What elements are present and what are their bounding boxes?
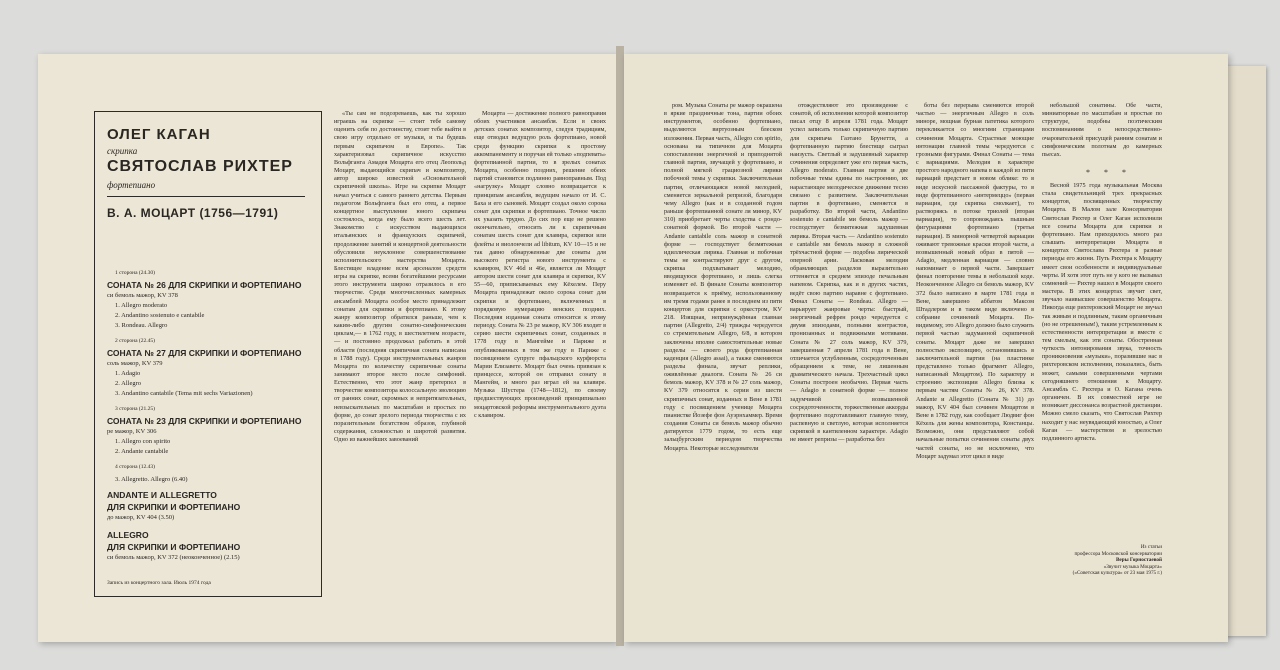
article-column-2	[474, 110, 606, 630]
work-title: СОНАТА № 27 ДЛЯ СКРИПКИ И ФОРТЕПИАНО	[107, 348, 302, 358]
work-key: до мажор, KV 404 (3.50)	[107, 514, 175, 521]
composer-heading: В. А. МОЦАРТ (1756—1791)	[107, 206, 279, 220]
work-subtitle: ДЛЯ СКРИПКИ И ФОРТЕПИАНО	[107, 502, 241, 512]
movement: 1. Allegro con spirito	[115, 438, 171, 445]
movement: 3. Rondeau. Allegro	[115, 322, 168, 329]
movement: 3. Allegretto. Allegro (6.40)	[115, 476, 188, 483]
violin-role: скрипка	[107, 146, 138, 156]
credits-box	[94, 111, 322, 597]
article-text: небольшой сонатины. Обе части, миниатюрные по масштабам и простые по структуре, подобны поэтическим воспоминаниям о непосредственно-очаровательной присущей ранним сонатам и симфоническим полотнам до камерных пьесах.	[1042, 102, 1162, 158]
source-line: Из статьи	[1140, 544, 1162, 550]
work-subtitle: ДЛЯ СКРИПКИ И ФОРТЕПИАНО	[107, 542, 241, 552]
article-source	[1042, 544, 1162, 577]
work-key: ре мажор, KV 306	[107, 428, 157, 435]
movement: 2. Andante cantabile	[115, 448, 169, 455]
article-text: отождествляют это произведение с сонатой, об исполнении которой композитор писал отцу 8 апреля 1781 года. Моцарт успел записать только скрипичную партию для скрипача Гаэтано Брунетти, а фортепианную партию блестяще сыграл наизусть. Светлый и задушевный характер сочинения определяет уже его первая часть, Allegro moderato. Главная партия и две побочные темы едины по настроению, их нарастающее мелодическое движение тесно связано с развитием. Заключительная партия в фортепиано, сменяется в разработку. Во второй части, Andantino sostenuto e cantabile ми бемоль мажор — господствует безмятежная задушевная лирика. Вторая часть — Andantino sostenuto e cantabile ми бемоль мажор в сложной трёхчастной форме — подобна лирической оперной арии. Ласковая мелодия обрамляющих разделов выразительно оттеняется в среднем эпизоде печальным напевом. Скрипка, как и в других частях, ведёт свою партию наравне с фортепиано. Финал Сонаты — Rondeau. Allegro — варьирует жанровые черты: быстрый, энергичный рефрен рондо чередуется с двумя эпизодами, полными контрастов, пронизанных и подвижными мотивами. Соната № 27 соль мажор, KV 379, завершенная 7 апреля 1781 года в Вене, отличается углубленным, сосредоточенным обращением к теме, не лишенным драматического начала. Трехчастный цикл Сонаты построен необычно. Первая часть — Adagio в сонатной форме — полное задумчивой возвышенной сосредоточенности, торжественные аккорды фортепиано подготавливают главную тему, распевную и светлую, которая исполняется скрипкой в кантиленном характере. Adagio не имеет репризы — разработка без	[790, 102, 908, 444]
source-line: («Советская культура» от 23 мая 1975 г.)	[1072, 570, 1162, 576]
movement: 1. Adagio	[115, 370, 141, 377]
article-column-4	[790, 102, 908, 632]
section-separator: * * *	[1086, 168, 1132, 177]
article-column-6	[1042, 102, 1162, 164]
left-page	[38, 54, 616, 642]
work-title: ALLEGRO	[107, 530, 149, 540]
article-text: Моцарта — достижение полного равноправия обоих участников ансамбля. Если в своих детских сонатах композитор, следуя традициям, еще отводил ведущую роль фортепиано, новой среди функцию скрипки к простому аккомпанементу и поручая ей только «подпевать» фортепианной партии, то в зрелых сонатах Моцарта, особенно поздних, решение обеих партий становится подлинно равноправным. Под «нагрузку» Моцарт словно возвращается к принципам ансамбля, ведущим начало от И. С. Баха и его сыновей. Моцарт создал около сорока сонат для скрипки и фортепиано. Точное число их указать трудно. До сих пор еще не решено окончательно, относить ли к скрипичным сонатам шесть сонат для клавира, скрипки или флейты и виолончели ad libitum, KV 10—15 и не так давно обнаруженные две сонаты для высокого регистра нового инструмента с клавиром, KV 46d и 46e, является ли Моцарт автором шести сонат для клавира и скрипки, KV 55—60, приписываемых ему Кёхелем. Перу Моцарта принадлежат около сорока сонат для скрипки и фортепиано, включенных в порядковую нумерацию венских поздних. Последняя изданная соната относится к этому периоду. Соната № 23 ре мажор, KV 306 входит в серию шести скрипичных сонат, созданных в 1778 году в Мангейме и Париже и опубликованных в том же году в Париже с посвящением супруге пфальцского курфюрста Марии Елизавете. Моцарт был очень привязан к принцессе, которой он отправил сонату в Мангейм, и много раз играл ей на клавире. Музыка Шустера (1748—1812), по своему предшествующих произведений принципиально моцартовской реформы инструментального дуэта с клавиром.	[474, 110, 606, 419]
pianist-name: СВЯТОСЛАВ РИХТЕР	[107, 158, 293, 175]
right-page	[624, 54, 1228, 642]
divider-rule	[107, 196, 305, 197]
side-label: 1 сторона (24.30)	[115, 270, 155, 276]
source-line: профессора Московской консерватории	[1074, 550, 1162, 557]
recording-note: Запись из концертного зала. Июль 1974 года	[107, 580, 211, 586]
piano-role: фортепиано	[107, 180, 156, 190]
work-key: си бемоль мажор, KV 372 (неоконченное) (2.15)	[107, 554, 240, 561]
sleeve-spine	[616, 46, 624, 646]
article-column-1	[334, 110, 466, 630]
source-line: «Звучит музыка Моцарта»	[1103, 563, 1162, 570]
article-column-6b	[1042, 182, 1162, 528]
work-title: СОНАТА № 23 ДЛЯ СКРИПКИ И ФОРТЕПИАНО	[107, 416, 302, 426]
article-text: Весной 1975 года музыкальная Москва стала свидетельницей трех прекрасных концертов, посвященных творчеству Моцарта. В Малом зале Консерватории Святослав Рихтер и Олег Каган исполнили все сонаты Моцарта для скрипки и фортепиано. Нам приходилось много раз слышать интерпретации Моцарта в концертах Святослава Рихтера в разные периоды его жизни. Путь Рихтера к Моцарту имеет свои особенности и индивидуальные черты. И хотя этот путь не у кого не вызывал сомнений — Рихтер нашел в Моцарте своего мастера. В этих концертах звучит свет, звучало наивысшее совершенство Моцарта. Никогда еще рихтеровский Моцарт не звучал так живым и подлинным, таким органичным (но не отрешенным!), таким устремленным к естественности интерпретации и вместе с тем смелым, как эти сонаты. Обостренная чуткость интонирования звука, точность проникновения «музыки», поразившие нас в рихтеровском исполнении, показались, быть может, самыми совершенными чертами сегодняшнего отношения к Моцарту. Ансамбль С. Рихтера и О. Кагана очень органичен. В их совместной игре не возникает диссонанса возрастной дистанции. Можно смело сказать, что Святослав Рихтер находит у нас неувядающий юностью, а Олег Каган — мастерством и зрелостью подлинного артиста.	[1042, 182, 1162, 442]
article-text: «Ты сам не подозреваешь, как ты хорошо играешь на скрипке — стоит тебе самому оценить себя по достоинству, стоит тебе выйти в свою игру отдельно от музыки, и ты будешь первым скрипачом в Европе». Так характеризовал скрипичное искусство Вольфганга Амадея Моцарта его отец Леопольд Моцарт, выдающийся скрипач и композитор, автор широко известной «Основательной скрипичной школы». Игре на скрипке Моцарт начал учиться с самого раннего детства. Первым педагогом Вольфганга был его отец, а первое концертное выступление юного скрипача состоялось, когда ему было всего шесть лет. Знакомство с искусством выдающихся итальянских и французских скрипачей, продолжение занятий и концертной деятельности обусловили неуклонное совершенствование исполнительского мастерства Моцарта. Блестящее владение всем арсеналом средств игры на скрипке, всеми богатейшими ресурсами этого инструмента широко отразилось в его творчестве. Среди многочисленных камерных ансамблей Моцарта особое место принадлежит сонатам для скрипки и фортепиано. К этому жанру композитор обратился раньше, чем к каким-либо другим сонатно-симфоническим циклам,— в 1762 году, в шестилетнем возрасте, — и постоянно продолжал работать в этой области (последняя скрипичная соната написана в 1788 году). Среди инструментальных жанров Моцарта по количеству скрипичные сонаты занимают второе место после симфоний. Естественно, что этот жанр претерпел в творчестве композитора колоссальную эволюцию от ранних сонат, скромных и непритязательных, невзыскательных по масштабам и простых по форме, до сонат зрелого периода творчества с их поразительным богатством образов, глубиной содержания, сложностью и широтой развития. Одно из важнейших завоеваний	[334, 110, 466, 444]
movement: 2. Allegro	[115, 380, 141, 387]
article-text: ром. Музыка Сонаты ре мажор окрашена в яркие праздничные тона, партии обоих инструментов, особенно фортепиано, выделяются виртуозным блеском изложения. Первая часть, Allegro con spirito, основана на типичном для Моцарта сопоставлении энергичной и приподнятой главной партии, звучащей у фортепиано, и полной мягкой грациозной лирики побочной темы у скрипки. Заключительная партия, отличающаяся новой мелодией, сменяется зеркальной репризой, благодаря чему Allegro (как и в созданной годом раньше фортепианной сонате ля минор, KV 310) приобретает черты сходства с рондо-сонатной формой. Во второй части — Andante cantabile соль мажор в сонатной форме — господствует безмятежная идиллическая лирика. Главная и побочная темы не контрастируют друг с другом, скрипка подхватывает мелодию, вводящуюся фортепиано, и лишь слегка изменяет её. В финале Сонаты композитор возвращается к приёму, использованному им тремя годами ранее в последнем из пяти концертов для скрипки с оркестром, KV 218. Изящная, непринуждённая главная партия (Allegretto, 2/4) трижды чередуется со стремительным Allegro, 6/8, в котором заключены вполне самостоятельные новые разделы — своего рода фортепианная каденция (Allegro assai), а также сменяются разделы финала, звучат реплики, оживлённые диалоги. Соната № 26 си бемоль мажор, KV 378 и № 27 соль мажор, KV 379 относятся к серии из шести скрипичных сонат, изданных в Вене в 1781 году с посвящением ученице Моцарта пианистке Йозефе фон Ауэрнхаммер. Время создания Сонаты си бемоль мажор обычно датируется 1779 годом, то есть еще зальцбургским периодом творчества Моцарта. Некоторые исследователи	[664, 102, 782, 452]
side-label: 4 сторона (12.43)	[115, 464, 155, 470]
article-column-5	[916, 102, 1034, 632]
violinist-name: ОЛЕГ КАГАН	[107, 126, 211, 143]
record-sleeve	[38, 46, 1266, 646]
movement: 3. Andantino cantabile (Tema mit sechs Variazionen)	[115, 390, 253, 397]
article-text: боты без перерыва сменяются второй частью — энергичным Allegro в соль миноре, мощная бурная патетика которого перекликается со многими страницами сочинения Моцарта. Страстные моющие интонации главной темы чередуются с грозными фигурами. Финал Сонаты — тема с вариациями. Мелодия в характере простого народного напева в каждой из пяти вариаций предстает в новом облике: то в виде искусной пассажной фактуры, то в виде фортепианного «интермеццо» (первая вариация, где скрипка смолкает), то растворяясь в потоке триолей (вторая вариация), то сопровождаясь пышным фигурациями фортепиано (третья вариация). В минорной четвертой вариации оживают тревожные краски второй части, а возвышенный новый образ в пятой — Adagio, медленная вариация — словно напоминает о первой части. Завершает финал повторение темы в небольшой коде. Неоконченное Allegro си бемоль мажор, KV 372 было написано в марте 1781 года в Вене, завершено аббатом Максом Штадлером и в таком виде включено в собрание сочинений Моцарта. По-видимому, это Allegro должно было служить первой частью задуманной скрипичной сонаты. Моцарт даже не завершил полностью экспозицию, остановившись в заключительной партии (на пластинке представлено только фрагмент Allegro, написанный Моцартом). По характеру и строению экспозиции Allegro близка к первым частям Сонаты № 26, KV 378. Andante и Allegretto (Соната № 31) до мажор, KV 404 был сочинен Моцартом в Вене в 1782 году, как сообщает Людвиг фон Кёхель для жены композитора, Констанцы. Возможно, они представляют собой начальные попытки сочинения сонаты двух частей сонаты, но не исключено, что Моцарт задумал этот цикл в виде	[916, 102, 1034, 460]
work-key: соль мажор, KV 379	[107, 360, 163, 367]
work-key: си бемоль мажор, KV 378	[107, 292, 178, 299]
movement: 1. Allegro moderato	[115, 302, 168, 309]
source-line: Веры Горностаевой	[1115, 557, 1162, 563]
work-title: СОНАТА № 26 ДЛЯ СКРИПКИ И ФОРТЕПИАНО	[107, 280, 302, 290]
side-label: 2 сторона (22.45)	[115, 338, 155, 344]
movement: 2. Andantino sostenuto e cantabile	[115, 312, 205, 319]
work-title: ANDANTE И ALLEGRETTO	[107, 490, 217, 500]
side-label: 3 сторона (21.25)	[115, 406, 155, 412]
article-column-3	[664, 102, 782, 632]
